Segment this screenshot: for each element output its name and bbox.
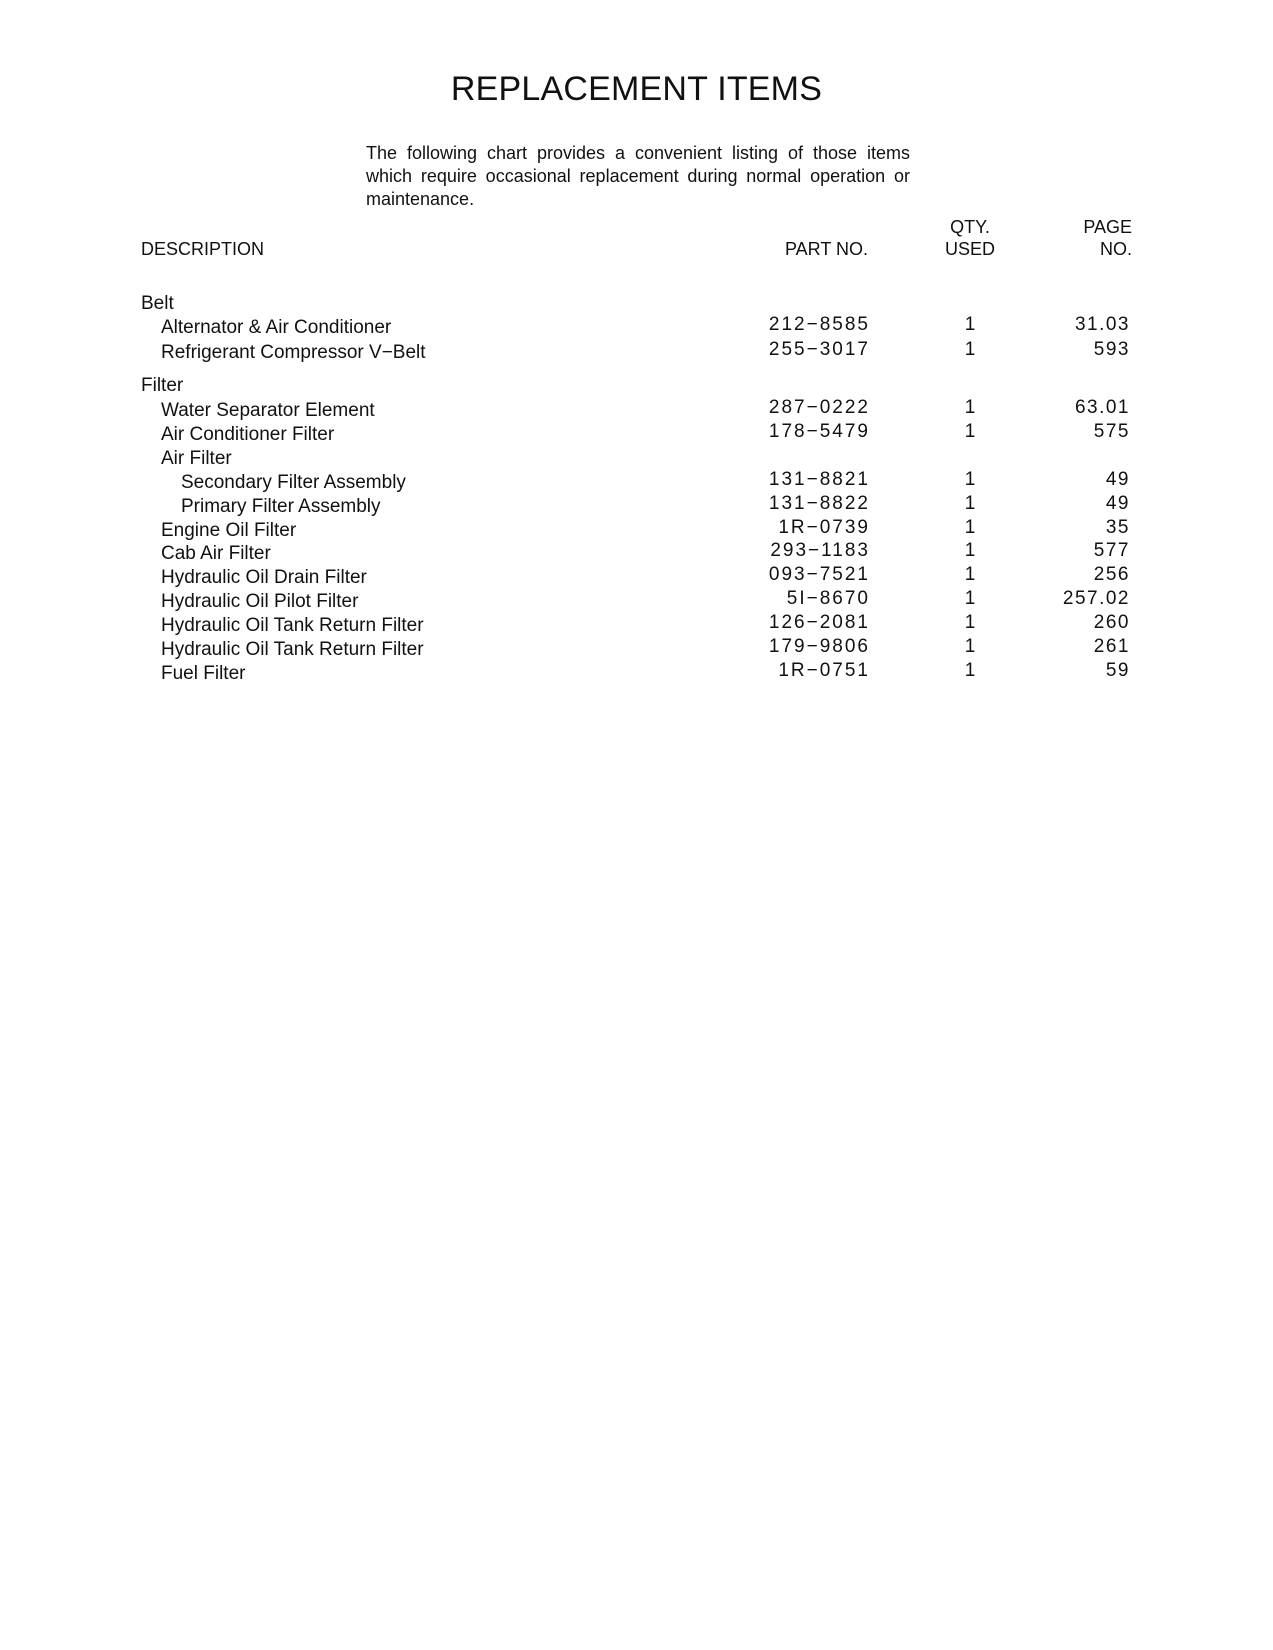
- page-title: REPLACEMENT ITEMS: [450, 70, 823, 108]
- item-page-no: 257.02: [1062, 588, 1130, 609]
- item-page-no: 261: [1093, 636, 1130, 657]
- header-qty-line2: USED: [944, 239, 995, 259]
- item-qty: 1: [964, 636, 976, 657]
- table-row: [0, 540, 1273, 566]
- item-description: Belt: [141, 293, 174, 314]
- item-description: Cab Air Filter: [161, 543, 271, 564]
- item-description: Filter: [141, 375, 184, 396]
- header-page-line1: PAGE: [1083, 217, 1132, 237]
- item-description: Refrigerant Compressor V−Belt: [161, 342, 426, 363]
- item-description: Alternator & Air Conditioner: [161, 317, 392, 338]
- item-qty: 1: [964, 493, 976, 514]
- item-description: Hydraulic Oil Tank Return Filter: [161, 639, 424, 660]
- item-page-no: 593: [1093, 339, 1130, 360]
- item-qty: 1: [964, 540, 976, 561]
- table-row: [0, 421, 1273, 447]
- item-part-no: 178−5479: [768, 421, 870, 442]
- item-page-no: 35: [1105, 517, 1130, 538]
- table-row: [0, 314, 1273, 340]
- item-page-no: 49: [1105, 469, 1130, 490]
- table-row: [0, 397, 1273, 423]
- item-part-no: 1R−0739: [778, 517, 870, 538]
- item-part-no: 1R−0751: [778, 660, 870, 681]
- table-row: [0, 636, 1273, 662]
- header-part-no: PART NO.: [784, 239, 868, 259]
- item-qty: 1: [964, 469, 976, 490]
- item-page-no: 63.01: [1074, 397, 1130, 418]
- item-description: Primary Filter Assembly: [181, 496, 381, 517]
- item-page-no: 59: [1105, 660, 1130, 681]
- item-part-no: 293−1183: [770, 540, 870, 561]
- item-part-no: 093−7521: [768, 564, 870, 585]
- item-description: Hydraulic Oil Tank Return Filter: [161, 615, 424, 636]
- table-row: [0, 469, 1273, 495]
- item-qty: 1: [964, 421, 976, 442]
- item-part-no: 131−8822: [768, 493, 870, 514]
- header-page-line2: NO.: [1099, 239, 1132, 259]
- item-qty: 1: [964, 314, 976, 335]
- item-description: Secondary Filter Assembly: [181, 472, 406, 493]
- item-part-no: 131−8821: [768, 469, 870, 490]
- table-row: [0, 588, 1273, 614]
- header-qty-line1: QTY.: [950, 217, 990, 237]
- item-page-no: 256: [1093, 564, 1130, 585]
- item-description: Hydraulic Oil Pilot Filter: [161, 591, 359, 612]
- item-description: Water Separator Element: [161, 400, 375, 421]
- table-row: [0, 612, 1273, 638]
- item-description: Air Filter: [161, 448, 232, 469]
- item-qty: 1: [964, 339, 976, 360]
- item-qty: 1: [964, 660, 976, 681]
- item-page-no: 577: [1093, 540, 1130, 561]
- item-qty: 1: [964, 588, 976, 609]
- item-description: Fuel Filter: [161, 663, 246, 684]
- item-page-no: 575: [1093, 421, 1130, 442]
- item-part-no: 179−9806: [768, 636, 870, 657]
- item-page-no: 49: [1105, 493, 1130, 514]
- table-row: [0, 493, 1273, 519]
- item-part-no: 126−2081: [768, 612, 870, 633]
- section-heading-row: [0, 290, 1273, 316]
- header-description: DESCRIPTION: [141, 239, 265, 259]
- item-page-no: 31.03: [1074, 314, 1130, 335]
- item-description: Air Conditioner Filter: [161, 424, 335, 445]
- table-row: [0, 660, 1273, 686]
- item-qty: 1: [964, 564, 976, 585]
- table-row: [0, 339, 1273, 365]
- item-part-no: 212−8585: [768, 314, 870, 335]
- intro-paragraph: The following chart provides a convenient listing of those items which require occasional replacement during normal operation or maintenance.: [366, 143, 910, 209]
- item-part-no: 287−0222: [768, 397, 870, 418]
- item-part-no: 5I−8670: [786, 588, 870, 609]
- section-heading-row: [0, 372, 1273, 398]
- item-qty: 1: [964, 517, 976, 538]
- item-part-no: 255−3017: [768, 339, 870, 360]
- table-row: [0, 445, 1273, 471]
- item-qty: 1: [964, 612, 976, 633]
- table-row: [0, 564, 1273, 590]
- item-description: Engine Oil Filter: [161, 520, 297, 541]
- item-qty: 1: [964, 397, 976, 418]
- item-description: Hydraulic Oil Drain Filter: [161, 567, 367, 588]
- item-page-no: 260: [1093, 612, 1130, 633]
